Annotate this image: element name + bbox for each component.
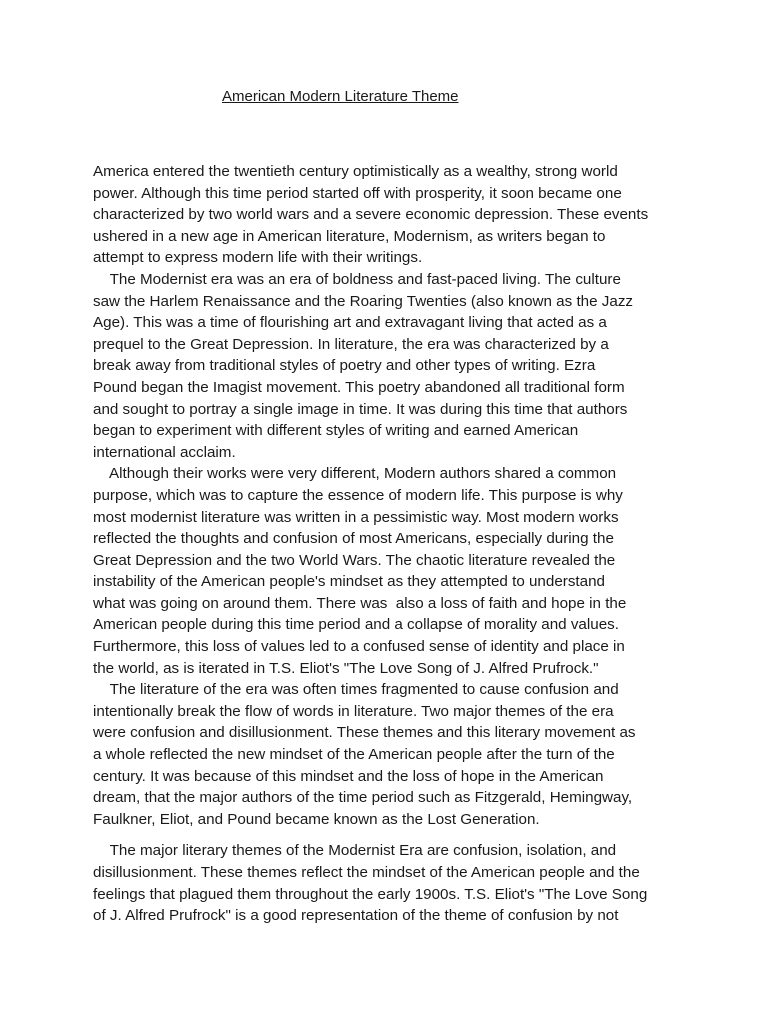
text-line: The Modernist era was an era of boldness and fast-paced living. The culture: [93, 270, 621, 288]
text-line: reflected the thoughts and confusion of most Americans, especially during the: [93, 530, 614, 548]
document-body: [93, 161, 693, 927]
text-line: of J. Alfred Prufrock" is a good representation of the theme of confusion by not: [93, 907, 619, 925]
text-line: the world, as is iterated in T.S. Eliot's "The Love Song of J. Alfred Prufrock.": [93, 659, 599, 677]
text-line: international acclaim.: [93, 443, 236, 461]
text-block-main: [93, 161, 693, 830]
text-line: began to experiment with different styles of writing and earned American: [93, 422, 579, 440]
text-line: what was going on around them. There was also a loss of faith and hope in the: [93, 594, 627, 612]
text-line: a whole reflected the new mindset of the American people after the turn of the: [93, 746, 615, 764]
text-line: Faulkner, Eliot, and Pound became known as the Lost Generation.: [93, 810, 540, 828]
text-line: disillusionment. These themes reflect the mindset of the American people and the: [93, 864, 640, 881]
text-line: dream, that the major authors of the time period such as Fitzgerald, Hemingway,: [93, 789, 633, 807]
text-line: prequel to the Great Depression. In literature, the era was characterized by a: [93, 335, 609, 353]
text-line: The literature of the era was often times fragmented to cause confusion and: [93, 681, 619, 699]
text-line: saw the Harlem Renaissance and the Roaring Twenties (also known as the Jazz: [93, 292, 634, 310]
text-line: purpose, which was to capture the essence of modern life. This purpose is why: [93, 486, 623, 504]
text-line: Great Depression and the two World Wars. The chaotic literature revealed the: [93, 551, 616, 569]
text-line: Age). This was a time of flourishing art and extravagant living that acted as a: [93, 314, 607, 332]
text-line: The major literary themes of the Modernist Era are confusion, isolation, and: [93, 842, 617, 860]
text-line: power. Although this time period started off with prosperity, it soon became one: [93, 184, 622, 202]
text-line: century. It was because of this mindset and the loss of hope in the American: [93, 767, 604, 785]
text-line: intentionally break the flow of words in literature. Two major themes of the era: [93, 702, 614, 720]
text-line: break away from traditional styles of poetry and other types of writing. Ezra: [93, 357, 596, 375]
text-line: Furthermore, this loss of values led to a confused sense of identity and place in: [93, 638, 625, 656]
text-line: feelings that plagued them throughout the early 1900s. T.S. Eliot's "The Love Song: [93, 885, 648, 903]
text-line: attempt to express modern life with their writings.: [93, 249, 423, 267]
text-line: ushered in a new age in American literature, Modernism, as writers began to: [93, 227, 606, 245]
text-line: and sought to portray a single image in time. It was during this time that authors: [93, 400, 628, 418]
text-line: most modernist literature was written in a pessimistic way. Most modern works: [93, 508, 619, 526]
text-line: Although their works were very different, Modern authors shared a common: [93, 465, 617, 483]
text-line: Pound began the Imagist movement. This poetry abandoned all traditional form: [93, 378, 625, 396]
document-title: American Modern Literature Theme: [222, 88, 459, 105]
text-line: America entered the twentieth century optimistically as a wealthy, strong world: [93, 163, 618, 180]
text-line: characterized by two world wars and a severe economic depression. These events: [93, 206, 649, 224]
text-line: were confusion and disillusionment. These themes and this literary movement as: [93, 724, 636, 742]
text-line: American people during this time period and a collapse of morality and values.: [93, 616, 619, 634]
paragraph-gap: [93, 830, 693, 840]
text-block-continued: [93, 840, 693, 926]
text-line: instability of the American people's mindset as they attempted to understand: [93, 573, 605, 591]
